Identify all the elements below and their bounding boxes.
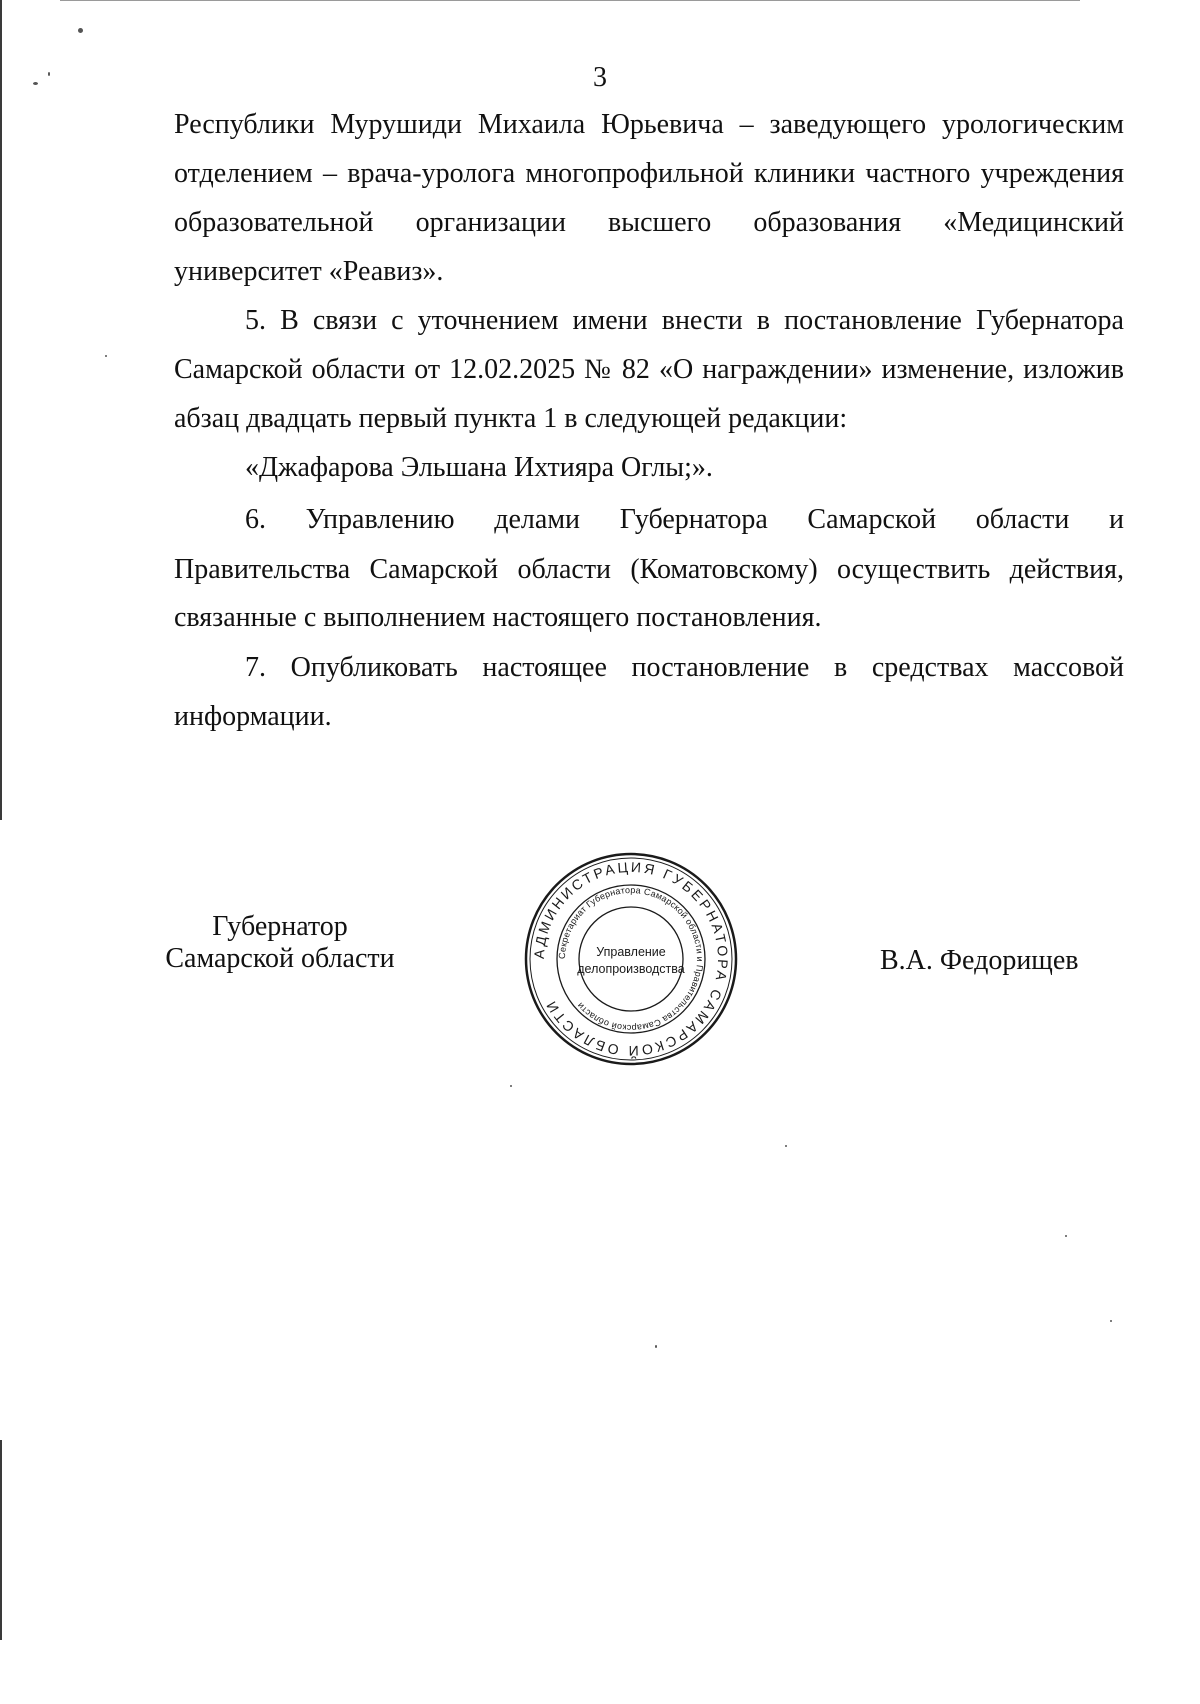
seal-center-line1: Управление: [596, 945, 666, 959]
signatory-region: Самарской области: [165, 943, 395, 974]
scan-edge-line: [0, 1440, 2, 1640]
scan-edge-line: [0, 0, 2, 820]
scan-top-line: [60, 0, 1080, 1]
item-6-text-line: Правительства Самарской области (Коматовскому) осуществить действия,: [174, 554, 1124, 585]
scan-speck: [655, 1345, 657, 1348]
official-seal-graphic: [520, 848, 742, 1070]
quoted-amendment: «Джафарова Эльшана Ихтияра Оглы;».: [245, 452, 713, 483]
signatory-title: Губернатор: [212, 911, 348, 942]
scan-speck: [78, 28, 83, 33]
item-5-text-line: Самарской области от 12.02.2025 № 82 «О награждении» изменение, изложив: [174, 354, 1124, 385]
seal-center-line2: делопроизводства: [577, 962, 685, 976]
page-number: 3: [593, 62, 607, 93]
body-text-line: Республики Мурушиди Михаила Юрьевича – заведующего урологическим: [174, 109, 1124, 140]
body-text-line: образовательной организации высшего образования «Медицинский: [174, 207, 1124, 238]
body-text-line: отделением – врача-уролога многопрофильной клиники частного учреждения: [174, 158, 1124, 189]
scan-speck: [1065, 1235, 1067, 1237]
body-text-line: университет «Реавиз».: [174, 256, 444, 287]
item-7-text-line: информации.: [174, 701, 332, 732]
item-5-text-line: абзац двадцать первый пункта 1 в следующей редакции:: [174, 403, 848, 434]
scan-speck: [105, 355, 107, 357]
item-5-text-line: 5. В связи с уточнением имени внести в постановление Губернатора: [245, 305, 1124, 336]
scan-speck: [785, 1145, 787, 1147]
scan-speck: [510, 1085, 512, 1087]
item-7-text-line: 7. Опубликовать настоящее постановление в средствах массовой: [245, 652, 1124, 683]
official-seal-stamp: [520, 848, 742, 1070]
seal-outer-text: АДМИНИСТРАЦИЯ ГУБЕРНАТОРА САМАРСКОЙ ОБЛАСТИ: [530, 858, 732, 1060]
item-6-text-line: 6. Управлению делами Губернатора Самарской области и: [245, 504, 1124, 535]
scan-speck: [1110, 1320, 1112, 1322]
seal-inner-text: Секретариат Губернатора Самарской области и Правительства Самарской области: [556, 884, 706, 1034]
item-6-text-line: связанные с выполнением настоящего постановления.: [174, 602, 822, 633]
signatory-name: В.А. Федорищев: [880, 945, 1079, 976]
